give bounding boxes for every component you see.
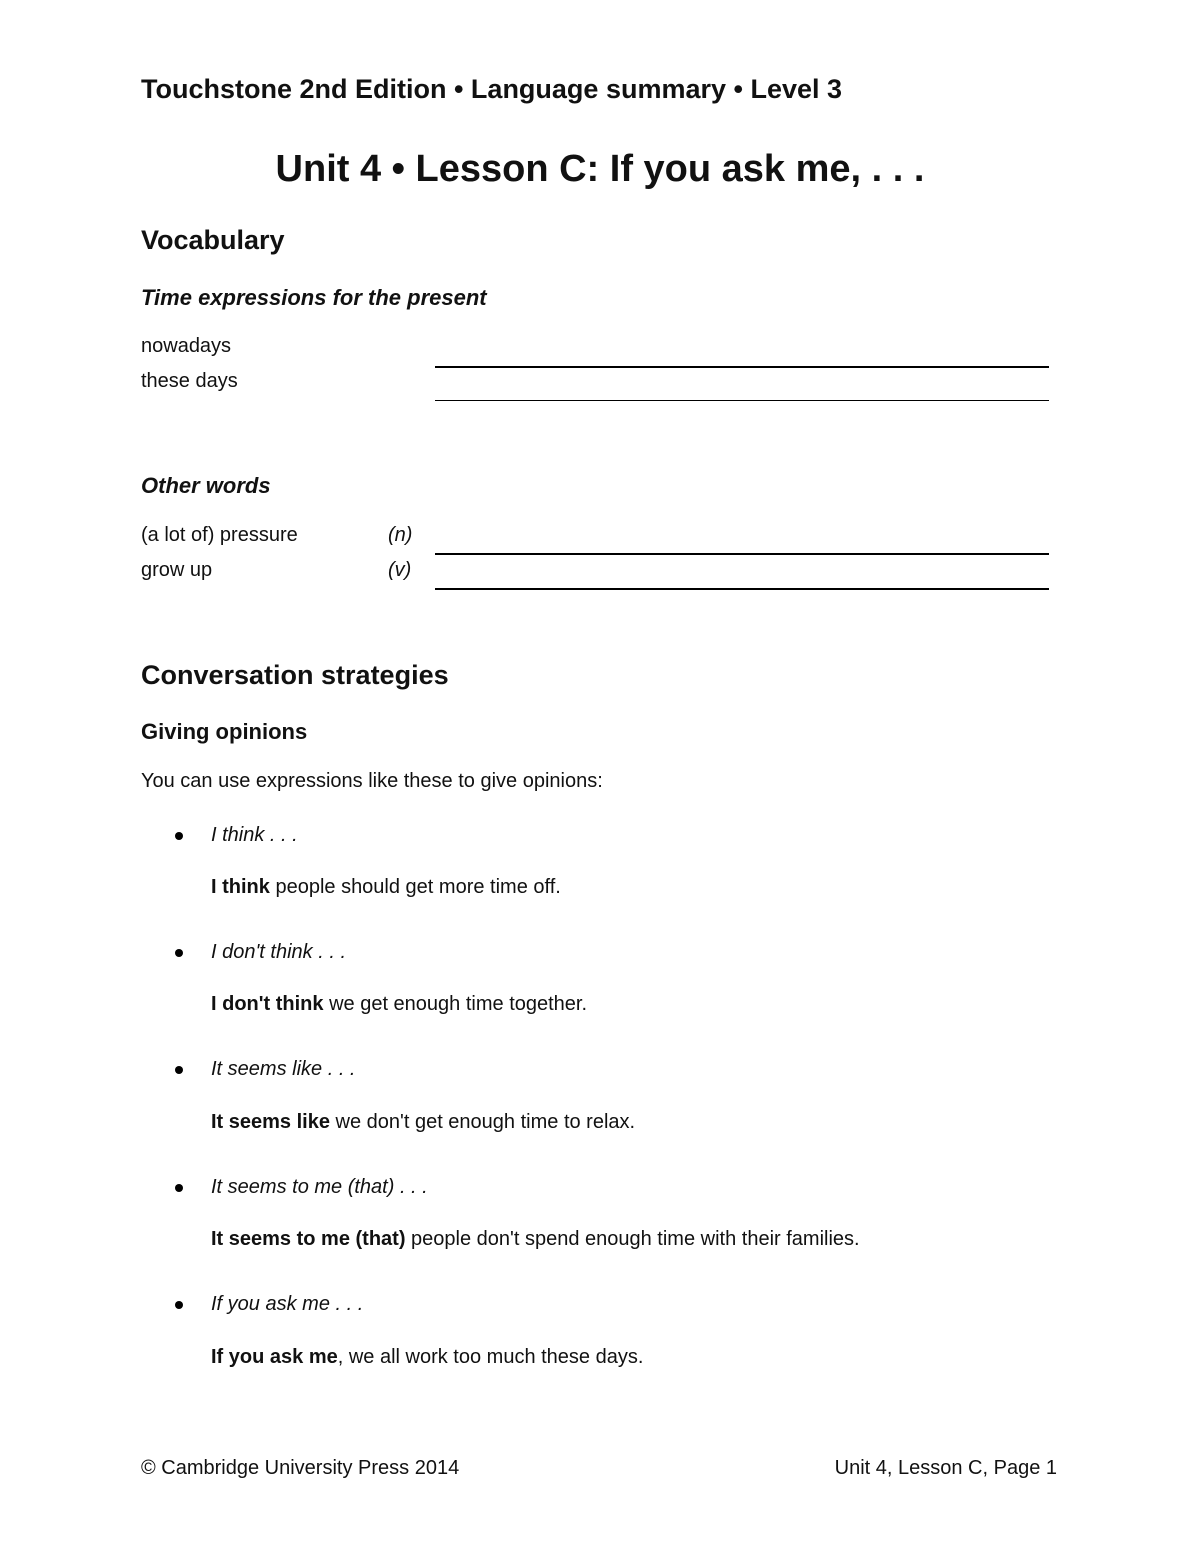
page-reference: Unit 4, Lesson C, Page 1 bbox=[834, 1457, 1057, 1479]
answer-line[interactable] bbox=[435, 400, 1049, 401]
vocab-term: nowadays bbox=[141, 335, 232, 357]
answer-line[interactable] bbox=[435, 588, 1049, 590]
bullet-icon bbox=[175, 832, 183, 840]
example-rest: , we all work too much these days. bbox=[337, 1346, 644, 1368]
conversation-strategies-heading: Conversation strategies bbox=[141, 660, 449, 690]
example-rest: we get enough time together. bbox=[323, 993, 588, 1015]
vocabulary-heading: Vocabulary bbox=[141, 225, 285, 255]
copyright: © Cambridge University Press 2014 bbox=[141, 1457, 460, 1479]
vocab-term: grow up bbox=[141, 559, 213, 581]
part-of-speech: (n) bbox=[388, 524, 413, 546]
example-key-phrase: It seems to me (that) bbox=[211, 1228, 406, 1250]
expression: If you ask me . . . bbox=[211, 1293, 364, 1315]
giving-opinions-heading: Giving opinions bbox=[141, 719, 308, 744]
lesson-title: Unit 4 • Lesson C: If you ask me, . . . bbox=[275, 148, 925, 190]
other-words-heading: Other words bbox=[141, 473, 271, 498]
example-key-phrase: I don't think bbox=[211, 993, 324, 1015]
bullet-icon bbox=[175, 1301, 183, 1309]
answer-line[interactable] bbox=[435, 366, 1049, 368]
series-title: Touchstone 2nd Edition • Language summary • Level 3 bbox=[141, 74, 843, 104]
example-sentence bbox=[211, 993, 587, 1016]
vocab-term: (a lot of) pressure bbox=[141, 524, 298, 546]
example-sentence bbox=[211, 1111, 635, 1134]
example-key-phrase: If you ask me bbox=[211, 1346, 338, 1368]
expression: I don't think . . . bbox=[211, 941, 346, 963]
part-of-speech: (v) bbox=[388, 559, 412, 581]
example-sentence bbox=[211, 1346, 643, 1369]
example-rest: people don't spend enough time with their families. bbox=[405, 1228, 860, 1250]
bullet-icon bbox=[175, 1066, 183, 1074]
answer-line[interactable] bbox=[435, 553, 1049, 555]
example-sentence bbox=[211, 1228, 860, 1251]
bullet-icon bbox=[175, 949, 183, 957]
example-rest: people should get more time off. bbox=[269, 876, 561, 898]
example-key-phrase: I think bbox=[211, 876, 270, 898]
example-rest: we don't get enough time to relax. bbox=[329, 1111, 636, 1133]
time-expressions-heading: Time expressions for the present bbox=[141, 285, 487, 310]
expression: It seems to me (that) . . . bbox=[211, 1176, 428, 1198]
example-key-phrase: It seems like bbox=[211, 1111, 330, 1133]
vocab-term: these days bbox=[141, 370, 238, 392]
bullet-icon bbox=[175, 1184, 183, 1192]
example-sentence bbox=[211, 876, 561, 899]
intro-text: You can use expressions like these to give opinions: bbox=[141, 770, 603, 792]
expression: It seems like . . . bbox=[211, 1058, 356, 1080]
expression: I think . . . bbox=[211, 824, 298, 846]
